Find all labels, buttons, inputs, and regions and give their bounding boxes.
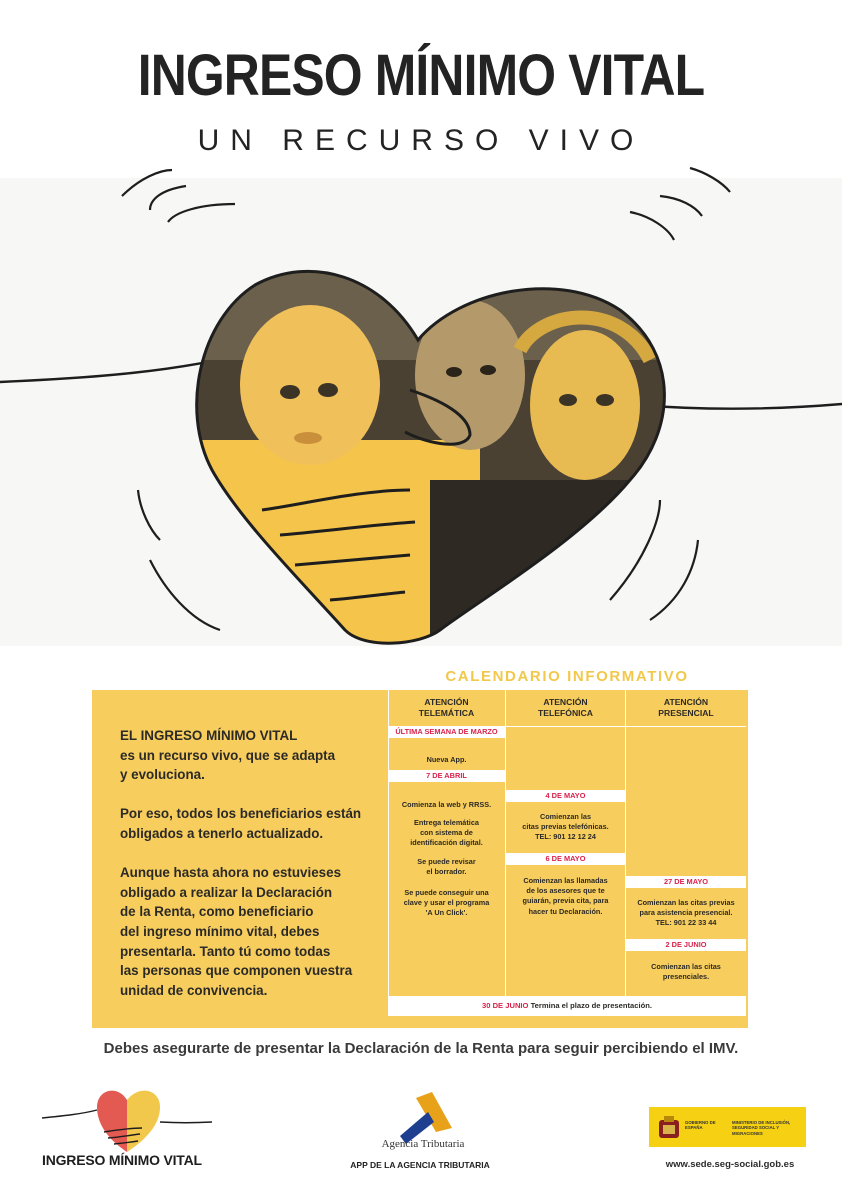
deadline-bar — [388, 996, 746, 1016]
calendar-note: Comienzan las citas previas telefónicas. TEL: 901 12 12 24 — [522, 812, 609, 842]
date-badge: 6 DE MAYO — [506, 853, 625, 865]
intro-line: unidad de convivencia. — [120, 982, 268, 998]
intro-line: de la Renta, como beneficiario — [120, 904, 314, 920]
coat-of-arms-icon — [657, 1114, 681, 1140]
intro-line: obligados a tenerlo actualizado. — [120, 825, 324, 841]
calendar-note: Comienzan las llamadas de los asesores que te guiarán, previa cita, para hacer tu Declaración. — [522, 876, 609, 916]
intro-text — [120, 726, 378, 1020]
calendar-note: Entrega telemática con sistema de identificación digital. — [410, 818, 483, 848]
imv-logo-text: INGRESO MÍNIMO VITAL — [42, 1152, 202, 1168]
agencia-tributaria-app-label: APP DE LA AGENCIA TRIBUTARIA — [350, 1160, 490, 1170]
gobierno-logo — [649, 1107, 806, 1147]
heart-hero-illustration — [0, 160, 842, 650]
intro-line: del ingreso mínimo vital, debes — [120, 923, 320, 939]
calendar-note: Se puede conseguir una clave y usar el programa 'A Un Click'. — [403, 888, 490, 918]
intro-line: obligado a realizar la Declaración — [120, 884, 333, 900]
intro-line: Aunque hasta ahora no estuvieses — [120, 865, 342, 881]
intro-line: presentarla. Tanto tú como todas — [120, 943, 331, 959]
intro-line: y evoluciona. — [120, 767, 205, 783]
calendar-table — [388, 690, 746, 1018]
date-badge: ÚLTIMA SEMANA DE MARZO — [388, 726, 505, 738]
column-header: ATENCIÓN PRESENCIAL — [658, 697, 714, 718]
calendar-note: Nueva App. — [426, 755, 467, 764]
page-title: INGRESO MÍNIMO VITAL — [137, 43, 705, 108]
calendar-note: Comienzan las citas presenciales. — [651, 962, 721, 982]
calendar-note: Se puede revisar el borrador. — [417, 857, 476, 877]
deadline-text: Termina el plazo de presentación. — [530, 1001, 652, 1010]
deadline-date: 30 DE JUNIO — [482, 1001, 529, 1010]
date-badge: 4 DE MAYO — [506, 790, 625, 802]
calendar-note: Comienza la web y RRSS. — [401, 800, 492, 809]
intro-line: EL INGRESO MÍNIMO VITAL — [120, 728, 298, 743]
sede-url: www.sede.seg-social.gob.es — [665, 1159, 795, 1170]
agencia-tributaria-logo-text: Agencia Tributaria — [381, 1138, 465, 1150]
calendar-note: Comienzan las citas previas para asistencia presencial. TEL: 901 22 33 44 — [637, 898, 735, 928]
intro-line: las personas que componen vuestra — [120, 963, 353, 979]
intro-line: Por eso, todos los beneficiarios están — [120, 806, 362, 822]
intro-line: es un recurso vivo, que se adapta — [120, 747, 336, 763]
column-header: ATENCIÓN TELEMÁTICA — [418, 697, 475, 718]
calendar-title: CALENDARIO INFORMATIVO — [445, 668, 689, 685]
bottom-notice: Debes asegurarte de presentar la Declaración de la Renta para seguir percibiendo el IMV. — [103, 1040, 739, 1057]
page-subtitle: UN RECURSO VIVO — [197, 124, 645, 157]
gobierno-text: GOBIERNO DE ESPAÑA — [685, 1120, 716, 1131]
ministerio-text: MINISTERIO DE INCLUSIÓN, SEGURIDAD SOCIAL Y MIGRACIONES — [732, 1120, 791, 1136]
column-header: ATENCIÓN TELEFÓNICA — [538, 697, 593, 718]
column-telefonica — [506, 690, 625, 996]
date-badge: 2 DE JUNIO — [626, 939, 746, 951]
date-badge: 7 DE ABRIL — [388, 770, 505, 782]
date-badge: 27 DE MAYO — [626, 876, 746, 888]
